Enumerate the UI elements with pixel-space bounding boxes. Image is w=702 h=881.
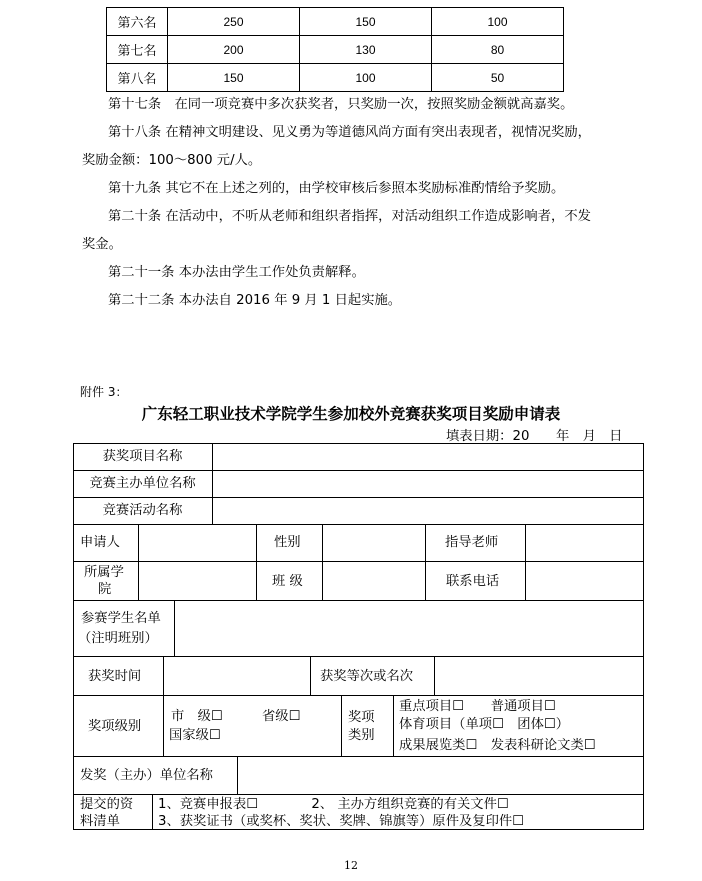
row-divider (73, 600, 644, 601)
label-gender: 性别 (274, 535, 301, 550)
checkbox-materials-row1[interactable]: 1、竞赛申报表☐ 2、 主办方组织竞赛的有关文件☐ (158, 797, 509, 812)
col-divider (341, 695, 342, 756)
label-organizer: 竞赛主办单位名称 (89, 476, 196, 491)
article-17: 第十七条 在同一项竞赛中多次获奖者，只奖励一次，按照奖励金额就高嘉奖。 (108, 97, 574, 112)
label-activity-name: 竞赛活动名称 (102, 503, 183, 518)
label-applicant: 申请人 (80, 535, 120, 550)
article-21: 第二十一条 本办法由学生工作处负责解释。 (108, 265, 365, 280)
col-divider (434, 656, 435, 695)
col-divider (525, 524, 526, 600)
form-title: 广东轻工职业技术学院学生参加校外竞赛获奖项目奖励申请表 (141, 404, 561, 423)
row-divider (73, 756, 644, 757)
label-materials-line1: 提交的资 (80, 797, 134, 812)
label-advisor: 指导老师 (445, 535, 499, 550)
value-cell: 200 (168, 36, 300, 64)
label-college-line2: 院 (98, 582, 112, 597)
article-20-line1: 第二十条 在活动中，不听从老师和组织者指挥，对活动组织工作造成影响者，不发 (108, 209, 591, 224)
table-row (107, 36, 564, 64)
value-cell: 80 (432, 36, 564, 64)
row-divider (73, 695, 644, 696)
table-row (107, 8, 564, 36)
col-divider (322, 524, 323, 600)
row-divider (73, 497, 644, 498)
value-cell: 130 (300, 36, 432, 64)
rank-cell: 第八名 (107, 64, 168, 92)
value-cell: 50 (432, 64, 564, 92)
label-phone: 联系电话 (446, 574, 500, 589)
page-number: 12 (344, 859, 358, 872)
label-college-line1: 所属学 (84, 565, 124, 580)
col-divider (174, 600, 175, 656)
col-divider (256, 524, 257, 600)
col-divider (152, 794, 153, 830)
fill-date: 填表日期：20 年 月 日 (446, 429, 623, 444)
col-divider (393, 695, 394, 756)
checkbox-materials-row2[interactable]: 3、获奖证书（或奖杯、奖状、奖牌、锦旗等）原件及复印件☐ (158, 814, 525, 829)
label-award-rank: 获奖等次或名次 (320, 669, 414, 684)
value-cell: 250 (168, 8, 300, 36)
checkbox-level-national[interactable]: 国家级☐ (169, 728, 221, 743)
rank-cell: 第七名 (107, 36, 168, 64)
article-18-line1: 第十八条 在精神文明建设、见义勇为等道德风尚方面有突出表现者，视情况奖励， (108, 125, 591, 140)
input-project-name[interactable] (212, 470, 644, 497)
label-class: 班 级 (272, 574, 303, 589)
article-20-line2: 奖金。 (82, 237, 122, 252)
value-cell: 100 (300, 64, 432, 92)
col-divider (237, 756, 238, 794)
row-divider (73, 561, 644, 562)
col-divider (425, 524, 426, 600)
label-materials-line2: 料清单 (80, 814, 120, 829)
article-22: 第二十二条 本办法自 2016 年 9 月 1 日起实施。 (108, 293, 402, 308)
label-project-name: 获奖项目名称 (102, 449, 183, 464)
checkbox-level-province[interactable]: 省级☐ (262, 709, 301, 724)
col-divider (138, 524, 139, 600)
label-award-level: 奖项级别 (88, 719, 142, 734)
value-cell: 100 (432, 8, 564, 36)
checkbox-level-city[interactable]: 市 级☐ (171, 709, 223, 724)
attachment-label: 附件 3： (80, 385, 128, 399)
value-cell: 150 (168, 64, 300, 92)
label-category-line1: 奖项 (348, 710, 375, 725)
label-participants-line2: （注明班别） (78, 631, 158, 646)
checkbox-category-row3[interactable]: 成果展览类☐ 发表科研论文类☐ (399, 738, 596, 753)
article-19: 第十九条 其它不在上述之列的，由学校审核后参照本奖励标准酌情给予奖励。 (108, 181, 565, 196)
label-category-line2: 类别 (348, 728, 375, 743)
prize-table (106, 7, 564, 92)
checkbox-category-row1[interactable]: 重点项目☐ 普通项目☐ (399, 699, 556, 714)
row-divider (73, 656, 644, 657)
label-participants-line1: 参赛学生名单 (81, 611, 161, 626)
label-issuer: 发奖（主办）单位名称 (80, 768, 213, 783)
label-award-time: 获奖时间 (88, 669, 142, 684)
row-divider (73, 524, 644, 525)
checkbox-category-row2[interactable]: 体育项目（单项☐ 团体☐） (399, 717, 570, 732)
row-divider (73, 794, 644, 795)
value-cell: 150 (300, 8, 432, 36)
col-divider (310, 656, 311, 695)
article-18-line2: 奖励金额：100～800 元/人。 (82, 153, 262, 168)
table-row (107, 64, 564, 92)
rank-cell: 第六名 (107, 8, 168, 36)
col-divider (163, 656, 164, 756)
